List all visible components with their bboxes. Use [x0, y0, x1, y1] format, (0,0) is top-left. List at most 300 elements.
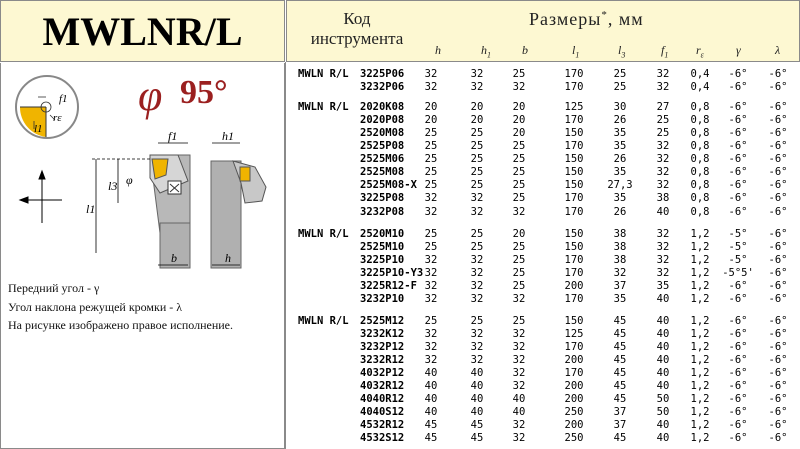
cell-l3: 25 [613, 81, 627, 94]
cell-l: -6° [768, 192, 788, 205]
cell-h1: 32 [470, 292, 484, 305]
cell-l3: 45 [613, 314, 627, 327]
cell-b: 32 [512, 380, 526, 393]
cell-g: -6° [728, 406, 748, 419]
cell-b: 25 [512, 192, 526, 205]
cell-l: -6° [768, 127, 788, 140]
cell-l: -6° [768, 68, 788, 80]
cell-l1: 170 [564, 192, 584, 205]
cell-h: 25 [424, 227, 438, 240]
cell-l1: 250 [564, 406, 584, 419]
angle-symbol: φ [138, 71, 163, 120]
cell-g: -5° [728, 253, 748, 266]
cell-code: 4040R12 [360, 393, 405, 406]
cell-code: 3232P10 [360, 292, 405, 305]
cell-h1: 32 [470, 327, 484, 340]
cell-g: -6° [728, 140, 748, 153]
cell-re: 1,2 [690, 240, 710, 253]
cell-b: 25 [512, 68, 526, 80]
cell-l3: 45 [613, 367, 627, 380]
cell-f1: 32 [656, 179, 670, 192]
cell-code: 2020P08 [360, 114, 405, 127]
cell-l: -6° [768, 406, 788, 419]
cell-code: 2525M08 [360, 166, 405, 179]
cell-l1: 150 [564, 153, 584, 166]
cell-f1: 40 [656, 432, 670, 445]
cell-re: 1,2 [690, 406, 710, 419]
cell-grp: MWLN R/L [298, 227, 349, 240]
cell-code: 3232P08 [360, 205, 405, 218]
cell-h: 40 [424, 367, 438, 380]
cell-code: 3232K12 [360, 327, 405, 340]
holder-side-view-icon [211, 161, 266, 268]
cell-re: 1,2 [690, 227, 710, 240]
label-f1: f1 [168, 129, 178, 143]
cell-l1: 170 [564, 367, 584, 380]
cell-re: 0,4 [690, 81, 710, 94]
cell-h: 20 [424, 101, 438, 114]
cell-l1: 150 [564, 227, 584, 240]
cell-l: -6° [768, 279, 788, 292]
table-row [286, 254, 800, 267]
cell-h: 20 [424, 114, 438, 127]
table-row [286, 293, 800, 306]
angle-value: 95° [180, 74, 228, 111]
cell-b: 25 [512, 140, 526, 153]
cell-h: 25 [424, 140, 438, 153]
table-row [286, 341, 800, 354]
cell-code: 2520M08 [360, 127, 405, 140]
sizes-mark: * [601, 9, 608, 21]
cell-h: 25 [424, 240, 438, 253]
cell-l3: 35 [613, 292, 627, 305]
cell-l1: 200 [564, 354, 584, 366]
cell-f1: 32 [656, 153, 670, 166]
cell-l1: 150 [564, 166, 584, 179]
cell-l1: 170 [564, 205, 584, 218]
cell-l1: 150 [564, 314, 584, 327]
cell-re: 0,8 [690, 153, 710, 166]
sizes-unit: , мм [607, 9, 644, 29]
cell-re: 0,8 [690, 179, 710, 192]
cell-l: -6° [768, 393, 788, 406]
cell-re: 0,8 [690, 205, 710, 218]
cell-h: 25 [424, 179, 438, 192]
cell-h1: 32 [470, 266, 484, 279]
holder-top-view-icon [150, 155, 190, 268]
cell-b: 25 [512, 253, 526, 266]
cell-code: 3225P10 [360, 253, 405, 266]
cell-l1: 170 [564, 140, 584, 153]
cell-f1: 40 [656, 292, 670, 305]
product-title: MWLNR/L [42, 8, 243, 54]
cell-h: 32 [424, 192, 438, 205]
cell-h: 32 [424, 340, 438, 353]
cell-l3: 35 [613, 140, 627, 153]
cell-l1: 150 [564, 240, 584, 253]
cell-l: -6° [768, 205, 788, 218]
cell-b: 20 [512, 227, 526, 240]
cell-l3: 35 [613, 192, 627, 205]
cell-l3: 45 [613, 432, 627, 445]
table-row [286, 140, 800, 153]
cell-b: 25 [512, 179, 526, 192]
cell-code: 4532R12 [360, 419, 405, 432]
cell-f1: 40 [656, 380, 670, 393]
cell-h1: 45 [470, 419, 484, 432]
cell-re: 1,2 [690, 327, 710, 340]
cell-code: 3232P06 [360, 81, 405, 94]
cell-l3: 37 [613, 279, 627, 292]
cell-b: 32 [512, 354, 526, 366]
cell-h1: 32 [470, 279, 484, 292]
cell-l: -6° [768, 354, 788, 366]
cell-code: 2525M06 [360, 153, 405, 166]
cell-l1: 170 [564, 266, 584, 279]
cell-l1: 150 [564, 127, 584, 140]
cell-l: -6° [768, 81, 788, 94]
col-gamma: γ [736, 43, 741, 57]
cell-b: 32 [512, 340, 526, 353]
cell-g: -6° [728, 354, 748, 366]
cell-l3: 38 [613, 240, 627, 253]
table-row [286, 419, 800, 432]
cell-g: -6° [728, 68, 748, 80]
cell-f1: 32 [656, 253, 670, 266]
cell-code: 2525M12 [360, 314, 405, 327]
code-header [287, 9, 427, 49]
cell-h: 32 [424, 354, 438, 366]
cell-l3: 38 [613, 253, 627, 266]
cell-g: -6° [728, 340, 748, 353]
cell-b: 32 [512, 205, 526, 218]
cell-h: 40 [424, 393, 438, 406]
cell-g: -6° [728, 380, 748, 393]
cell-re: 1,2 [690, 292, 710, 305]
cell-f1: 40 [656, 419, 670, 432]
cell-h: 25 [424, 314, 438, 327]
cell-l1: 125 [564, 101, 584, 114]
cell-b: 32 [512, 81, 526, 94]
cell-l: -6° [768, 419, 788, 432]
cell-h1: 20 [470, 114, 484, 127]
label-h: h [225, 251, 231, 265]
cell-b: 40 [512, 406, 526, 419]
cell-b: 20 [512, 114, 526, 127]
cell-b: 40 [512, 393, 526, 406]
cell-l: -6° [768, 380, 788, 393]
cell-l3: 45 [613, 354, 627, 366]
cell-g: -6° [728, 432, 748, 445]
cell-re: 1,2 [690, 253, 710, 266]
cell-f1: 32 [656, 166, 670, 179]
cell-l1: 250 [564, 432, 584, 445]
cell-b: 25 [512, 266, 526, 279]
cell-h1: 25 [470, 166, 484, 179]
cell-f1: 40 [656, 314, 670, 327]
cell-h1: 32 [470, 81, 484, 94]
cell-l1: 170 [564, 253, 584, 266]
cell-l1: 200 [564, 393, 584, 406]
cell-re: 1,2 [690, 340, 710, 353]
cell-l1: 170 [564, 340, 584, 353]
cell-l3: 45 [613, 393, 627, 406]
title-box [0, 0, 285, 62]
cell-l1: 200 [564, 419, 584, 432]
code-header-line1: Код [343, 9, 371, 28]
cell-h1: 25 [470, 314, 484, 327]
cell-h: 32 [424, 205, 438, 218]
cell-f1: 40 [656, 327, 670, 340]
cell-f1: 32 [656, 81, 670, 94]
col-h1: $h_1$ [481, 43, 491, 60]
cell-l3: 26 [613, 114, 627, 127]
cell-code: 2520M10 [360, 227, 405, 240]
cell-re: 1,2 [690, 432, 710, 445]
cell-b: 32 [512, 292, 526, 305]
table-row [286, 328, 800, 341]
cell-code: 3232R12 [360, 354, 405, 366]
cell-b: 25 [512, 240, 526, 253]
col-re: $r_\varepsilon$ [696, 43, 704, 60]
table-row [286, 315, 800, 328]
cell-h: 32 [424, 279, 438, 292]
cell-h1: 25 [470, 179, 484, 192]
table-row [286, 192, 800, 205]
note-right-hand: На рисунке изображено правое исполнение. [8, 318, 233, 332]
cell-l: -6° [768, 292, 788, 305]
cell-code: 3232P12 [360, 340, 405, 353]
cell-h: 32 [424, 266, 438, 279]
cell-f1: 35 [656, 279, 670, 292]
cell-re: 0,8 [690, 114, 710, 127]
cell-l3: 45 [613, 340, 627, 353]
cell-f1: 32 [656, 68, 670, 80]
table-row [286, 114, 800, 127]
cell-g: -6° [728, 279, 748, 292]
cell-h1: 40 [470, 406, 484, 419]
cell-b: 32 [512, 432, 526, 445]
cell-code: 2525M10 [360, 240, 405, 253]
cell-code: 3225R12-F [360, 279, 417, 292]
cell-l: -6° [768, 153, 788, 166]
cell-g: -6° [728, 292, 748, 305]
cell-code: 2525M08-X [360, 179, 417, 192]
cell-l: -6° [768, 314, 788, 327]
cell-b: 32 [512, 367, 526, 380]
cell-g: -6° [728, 393, 748, 406]
cell-f1: 38 [656, 192, 670, 205]
cell-h: 32 [424, 68, 438, 80]
cell-h: 32 [424, 253, 438, 266]
table-row [286, 206, 800, 219]
col-l1: $l_1$ [572, 43, 580, 60]
cell-code: 2020K08 [360, 101, 405, 114]
label-b: b [171, 251, 177, 265]
cell-l3: 45 [613, 327, 627, 340]
cell-l: -6° [768, 227, 788, 240]
cell-l: -6° [768, 432, 788, 445]
col-l3: $l_3$ [618, 43, 626, 60]
cell-l3: 26 [613, 205, 627, 218]
cell-h1: 32 [470, 205, 484, 218]
cell-l3: 32 [613, 266, 627, 279]
cell-g: -6° [728, 205, 748, 218]
cell-h1: 32 [470, 354, 484, 366]
cell-l3: 25 [613, 68, 627, 80]
direction-arrows-icon [20, 171, 62, 223]
cell-re: 1,2 [690, 393, 710, 406]
cell-h: 25 [424, 153, 438, 166]
cell-re: 0,4 [690, 68, 710, 80]
note-inclination-angle: Угол наклона режущей кромки - λ [8, 300, 183, 314]
cell-l: -6° [768, 240, 788, 253]
cell-l1: 170 [564, 81, 584, 94]
cell-re: 0,8 [690, 127, 710, 140]
cell-f1: 25 [656, 127, 670, 140]
table-row [286, 68, 800, 81]
cell-l1: 200 [564, 380, 584, 393]
col-f1: $f_1$ [661, 43, 669, 60]
cell-g: -6° [728, 419, 748, 432]
table-row [286, 228, 800, 241]
cell-f1: 50 [656, 393, 670, 406]
cell-grp: MWLN R/L [298, 101, 349, 114]
cell-h1: 25 [470, 140, 484, 153]
table-row [286, 267, 800, 280]
cell-re: 1,2 [690, 367, 710, 380]
cell-h1: 32 [470, 192, 484, 205]
cell-l1: 200 [564, 279, 584, 292]
cell-h: 32 [424, 292, 438, 305]
cell-h1: 40 [470, 393, 484, 406]
cell-h: 32 [424, 81, 438, 94]
cell-l3: 27,3 [607, 179, 633, 192]
table-row [286, 101, 800, 114]
col-h: h [435, 43, 441, 57]
cell-b: 25 [512, 153, 526, 166]
cell-g: -5°5' [722, 266, 754, 279]
cell-h: 40 [424, 406, 438, 419]
cell-h: 25 [424, 166, 438, 179]
note-rake-angle: Передний угол - γ [8, 281, 100, 295]
cell-b: 32 [512, 327, 526, 340]
table-row [286, 380, 800, 393]
cell-f1: 40 [656, 340, 670, 353]
cell-f1: 25 [656, 114, 670, 127]
label-l1: l1 [86, 202, 96, 216]
cell-b: 25 [512, 314, 526, 327]
sizes-label: Размеры [529, 9, 602, 29]
cell-l: -6° [768, 340, 788, 353]
cell-l1: 150 [564, 179, 584, 192]
cell-h1: 45 [470, 432, 484, 445]
cell-g: -6° [728, 153, 748, 166]
cell-f1: 32 [656, 140, 670, 153]
cell-h1: 40 [470, 367, 484, 380]
cell-l3: 45 [613, 380, 627, 393]
cell-b: 25 [512, 279, 526, 292]
cell-l3: 26 [613, 153, 627, 166]
code-header-line2: инструмента [310, 29, 404, 48]
cell-g: -6° [728, 367, 748, 380]
cell-code: 3225P08 [360, 192, 405, 205]
cell-code: 3225P06 [360, 68, 405, 80]
table-row [286, 280, 800, 293]
label-l3: l3 [108, 179, 118, 193]
cell-g: -6° [728, 192, 748, 205]
cell-re: 1,2 [690, 419, 710, 432]
cell-grp: MWLN R/L [298, 314, 349, 327]
cell-b: 20 [512, 101, 526, 114]
cell-f1: 32 [656, 266, 670, 279]
cell-re: 1,2 [690, 380, 710, 393]
cell-h: 45 [424, 419, 438, 432]
table-row [286, 354, 800, 367]
cell-h1: 32 [470, 68, 484, 80]
table-row [286, 367, 800, 380]
table-row [286, 127, 800, 140]
cell-l1: 170 [564, 292, 584, 305]
cell-re: 1,2 [690, 354, 710, 366]
cell-l3: 30 [613, 101, 627, 114]
dimension-table [286, 64, 800, 449]
table-row [286, 81, 800, 94]
cell-b: 25 [512, 166, 526, 179]
col-lambda: λ [775, 43, 781, 57]
cell-h1: 25 [470, 240, 484, 253]
table-row [286, 179, 800, 192]
cell-f1: 40 [656, 367, 670, 380]
cell-re: 0,8 [690, 192, 710, 205]
cell-re: 0,8 [690, 101, 710, 114]
cell-h1: 25 [470, 153, 484, 166]
cell-h1: 25 [470, 127, 484, 140]
cell-re: 1,2 [690, 314, 710, 327]
cell-b: 20 [512, 127, 526, 140]
cell-code: 3225P10-Y3 [360, 266, 424, 279]
cell-l: -6° [768, 179, 788, 192]
cell-l3: 35 [613, 127, 627, 140]
cell-l: -6° [768, 166, 788, 179]
cell-f1: 40 [656, 205, 670, 218]
cell-l: -6° [768, 253, 788, 266]
cell-g: -6° [728, 314, 748, 327]
cell-h1: 20 [470, 101, 484, 114]
cell-l3: 37 [613, 419, 627, 432]
cell-h: 45 [424, 432, 438, 445]
table-header [286, 0, 800, 62]
cell-code: 4032P12 [360, 367, 405, 380]
cell-h1: 32 [470, 253, 484, 266]
cell-b: 32 [512, 419, 526, 432]
cell-l: -6° [768, 114, 788, 127]
cell-l1: 125 [564, 327, 584, 340]
cell-re: 0,8 [690, 140, 710, 153]
col-b: b [522, 43, 528, 57]
cell-l1: 170 [564, 114, 584, 127]
cell-re: 1,2 [690, 266, 710, 279]
table-row [286, 153, 800, 166]
label-re: rε [53, 112, 62, 124]
cell-code: 4532S12 [360, 432, 405, 445]
cell-g: -5° [728, 227, 748, 240]
cell-g: -6° [728, 166, 748, 179]
cell-g: -6° [728, 114, 748, 127]
cell-h: 40 [424, 380, 438, 393]
cell-h: 25 [424, 127, 438, 140]
cell-re: 0,8 [690, 166, 710, 179]
